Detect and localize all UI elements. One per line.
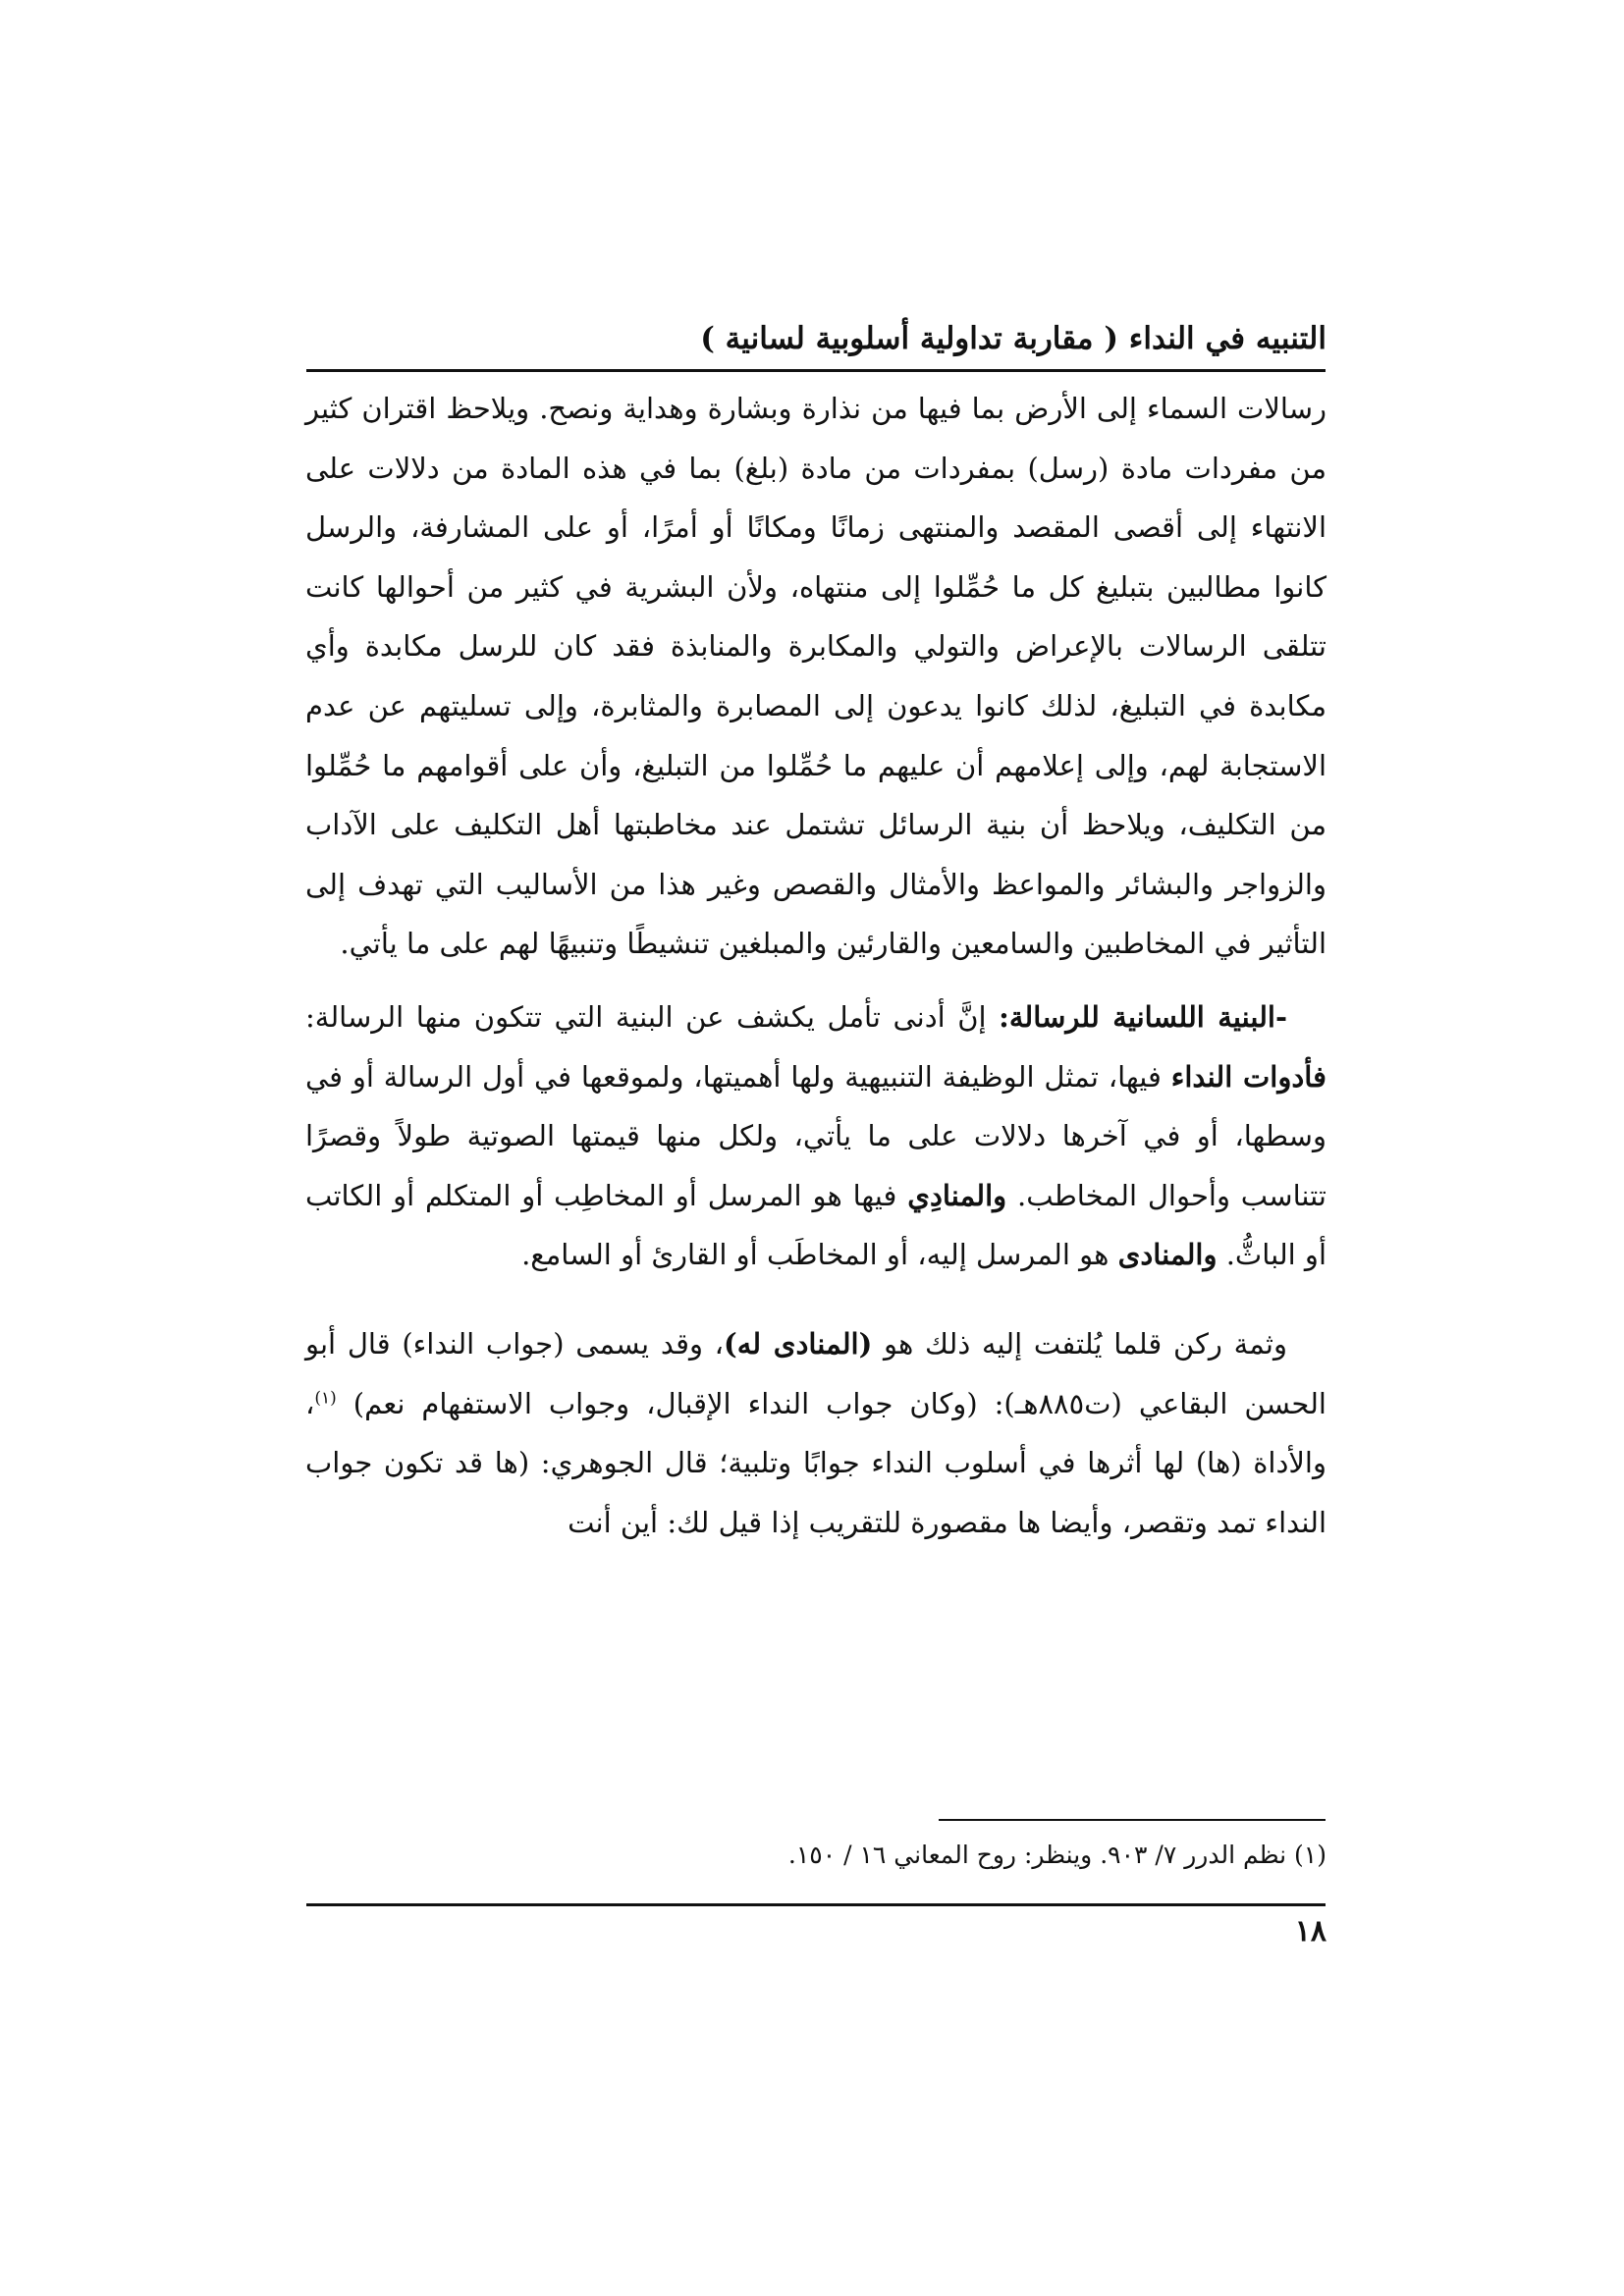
body-text [305, 379, 1326, 1552]
footnote-rule [939, 1819, 1326, 1821]
running-header: التنبيه في النداء ( مقاربة تداولية أسلوبية لسانية ) [700, 321, 1326, 356]
footnote: (١) نظم الدرر ٧/ ٩٠٣. وينظر: روح المعاني ١٦ / ١٥٠. [787, 1841, 1326, 1869]
paragraph-2-text-a: إنَّ أدنى تأمل يكشف عن البنية التي تتكون منها الرسالة: [305, 999, 1000, 1034]
term-munada: والمنادى [1117, 1238, 1218, 1272]
paragraph-2 [305, 988, 1326, 1285]
paragraph-1: رسالات السماء إلى الأرض بما فيها من نذارة وبشارة وهداية ونصح. ويلاحظ اقتران كثير من مفردات مادة (رسل) بمفردات من مادة (بلغ) بما في هذه المادة من دلالات على الانتهاء إلى أقصى المقصد والمنتهى زمانًا ومكانًا أو أمرًا، أو على المشارفة، والرسل كانوا مطالبين بتبليغ كل ما حُمِّلوا إلى منتهاه، ولأن البشرية في كثير من أحوالها كانت تتلقى الرسالات بالإعراض والتولي والمكابرة والمنابذة فقد كان للرسل مكابدة وأي مكابدة في التبليغ، لذلك كانوا يدعون إلى المصابرة والمثابرة، وإلى تسليتهم عن عدم الاستجابة لهم، وإلى إعلامهم أن عليهم ما حُمِّلوا من التبليغ، وأن على أقوامهم ما حُمِّلوا من التكليف، ويلاحظ أن بنية الرسائل تشتمل عند مخاطبتها أهل التكليف على الآداب والزواجر والبشائر والمواعظ والأمثال والقصص وغير هذا من الأساليب التي تهدف إلى التأثير في المخاطبين والسامعين والقارئين والمبلغين تنشيطًا وتنبيهًا لهم على ما يأتي. [305, 392, 1326, 961]
footer-rule [306, 1903, 1326, 1906]
paragraph-3-text-c: ، والأداة (ها) لها أثرها في أسلوب النداء جوابًا وتلبية؛ قال الجوهري: (ها قد تكون جواب النداء تمد وتقصر، وأيضا ها مقصورة للتقريب إذا قيل لك: أين أنت [305, 1386, 1326, 1539]
paragraph-3-text-b: ، وقد يسمى (جواب النداء) قال أبو الحسن البقاعي (ت٨٨٥هـ): (وكان جواب النداء الإقبال، وجواب الاستفهام نعم) [305, 1326, 1326, 1420]
term-munada-lahu: (المنادى له) [724, 1326, 873, 1361]
header-rule [306, 369, 1326, 372]
paragraph-2-text-d: هو المرسل إليه، أو المخاطَب أو القارئ أو السامع. [521, 1238, 1118, 1272]
paragraph-3 [305, 1314, 1326, 1552]
section-heading: -البنية اللسانية للرسالة: [999, 999, 1287, 1034]
term-nida-tools: فأدوات النداء [1170, 1059, 1326, 1094]
page-number: ١٨ [1294, 1914, 1326, 1949]
paragraph-3-text-a: وثمة ركن قلما يُلتفت إليه ذلك هو [872, 1326, 1287, 1361]
term-munadi: والمنادِي [907, 1178, 1007, 1212]
paragraph-2-text-c: فيها هو المرسل أو المخاطِب أو المتكلم أو الكاتب أو الباثُّ. [305, 1178, 1326, 1272]
paragraph-2-text-b: فيها، تمثل الوظيفة التنبيهية ولها أهميتها، ولموقعها في أول الرسالة أو في وسطها، أو في آخرها دلالات على ما يأتي، ولكل منها قيمتها الصوتية طولاً وقصرًا تتناسب وأحوال المخاطب. [305, 1059, 1326, 1212]
footnote-reference[interactable]: (١) [314, 1387, 337, 1408]
